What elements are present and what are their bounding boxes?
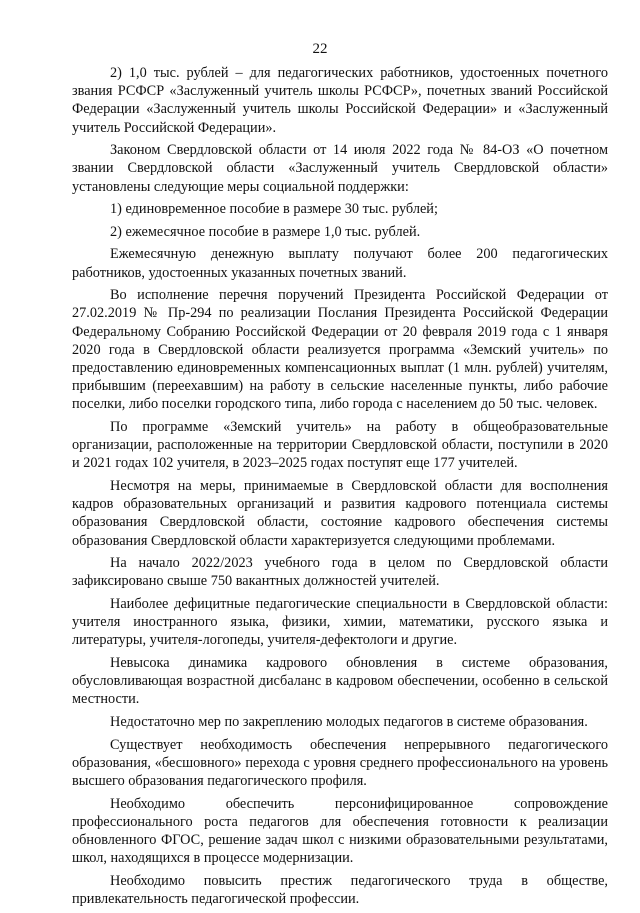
paragraph-continuous-education: Существует необходимость обеспечения непрерывного педагогического образования, «бесшовного» перехода с уровня среднего профессионального на уровень высшего образования педагогического профиля. bbox=[72, 736, 608, 789]
paragraph-award-payment-rsfsr: 2) 1,0 тыс. рублей – для педагогических работников, удостоенных почетного звания РСФСР «Заслуженный учитель школы РСФСР», почетных званий Российской Федерации «Заслуженный учитель школы Российской Федерации» и «Заслуженный учитель Российской Федерации». bbox=[72, 65, 608, 136]
paragraph-staffing-problems: Несмотря на меры, принимаемые в Свердловской области для восполнения кадров образовательных организаций и развития кадрового потенциала системы образования Свердловской области, состояние кадрового обеспечения системы образования Свердловской области характеризуется следующими проблемами. bbox=[72, 478, 608, 549]
paragraph-renewal-dynamics: Невысока динамика кадрового обновления в системе образования, обусловливающая возрастной дисбаланс в кадровом обеспечении, особенно в сельской местности. bbox=[72, 655, 608, 708]
paragraph-prestige: Необходимо повысить престиж педагогического труда в обществе, привлекательность педагогической профессии. bbox=[72, 872, 608, 907]
paragraph-deficit-specialties: Наиболее дефицитные педагогические специальности в Свердловской области: учителя иностранного языка, физики, химии, математики, русского языка и литературы, учителя-логопеды, учителя-дефектологи и другие. bbox=[72, 596, 608, 649]
paragraph-zemsky-uchitel-program: Во исполнение перечня поручений Президента Российской Федерации от 27.02.2019 № Пр-294 по реализации Послания Президента Российской Федерации Федеральному Собранию Российской Федерации от 20 февраля 2019 года с 1 января 2020 года в Свердловской области реализуется программа «Земский учитель» по предоставлению единовременных компенсационных выплат (1 млн. рублей) учителям, прибывшим (переехавшим) на работу в сельские населенные пункты, либо рабочие поселки, либо поселки городского типа, либо города с населением до 50 тыс. человек. bbox=[72, 287, 608, 413]
paragraph-personalized-support: Необходимо обеспечить персонифицированное сопровождение профессионального роста педагогов для обеспечения готовности к реализации обновленного ФГОС, решение задач школ с низкими образовательными результатами, школ, находящихся в процессе модернизации. bbox=[72, 795, 608, 867]
paragraph-one-time-benefit: 1) единовременное пособие в размере 30 тыс. рублей; bbox=[110, 201, 438, 218]
paragraph-monthly-benefit: 2) ежемесячное пособие в размере 1,0 тыс. рублей. bbox=[110, 223, 421, 240]
paragraph-vacancies: На начало 2022/2023 учебного года в целом по Свердловской области зафиксировано свыше 750 вакантных должностей учителей. bbox=[72, 555, 608, 590]
document-body bbox=[72, 64, 608, 913]
paragraph-regional-law: Законом Свердловской области от 14 июля 2022 года № 84-ОЗ «О почетном звании Свердловской области «Заслуженный учитель Свердловской области» установлены следующие меры социальной поддержки: bbox=[72, 142, 608, 195]
paragraph-young-teachers: Недостаточно мер по закреплению молодых педагогов в системе образования. bbox=[110, 714, 588, 730]
paragraph-zemsky-uchitel-results: По программе «Земский учитель» на работу в общеобразовательные организации, расположенные на территории Свердловской области, поступили в 2020 и 2021 годах 102 учителя, в 2023–2025 годах поступят еще 177 учителей. bbox=[72, 419, 608, 472]
paragraph-monthly-recipients: Ежемесячную денежную выплату получают более 200 педагогических работников, удостоенных указанных почетных званий. bbox=[72, 246, 608, 281]
page-number: 22 bbox=[312, 41, 328, 57]
